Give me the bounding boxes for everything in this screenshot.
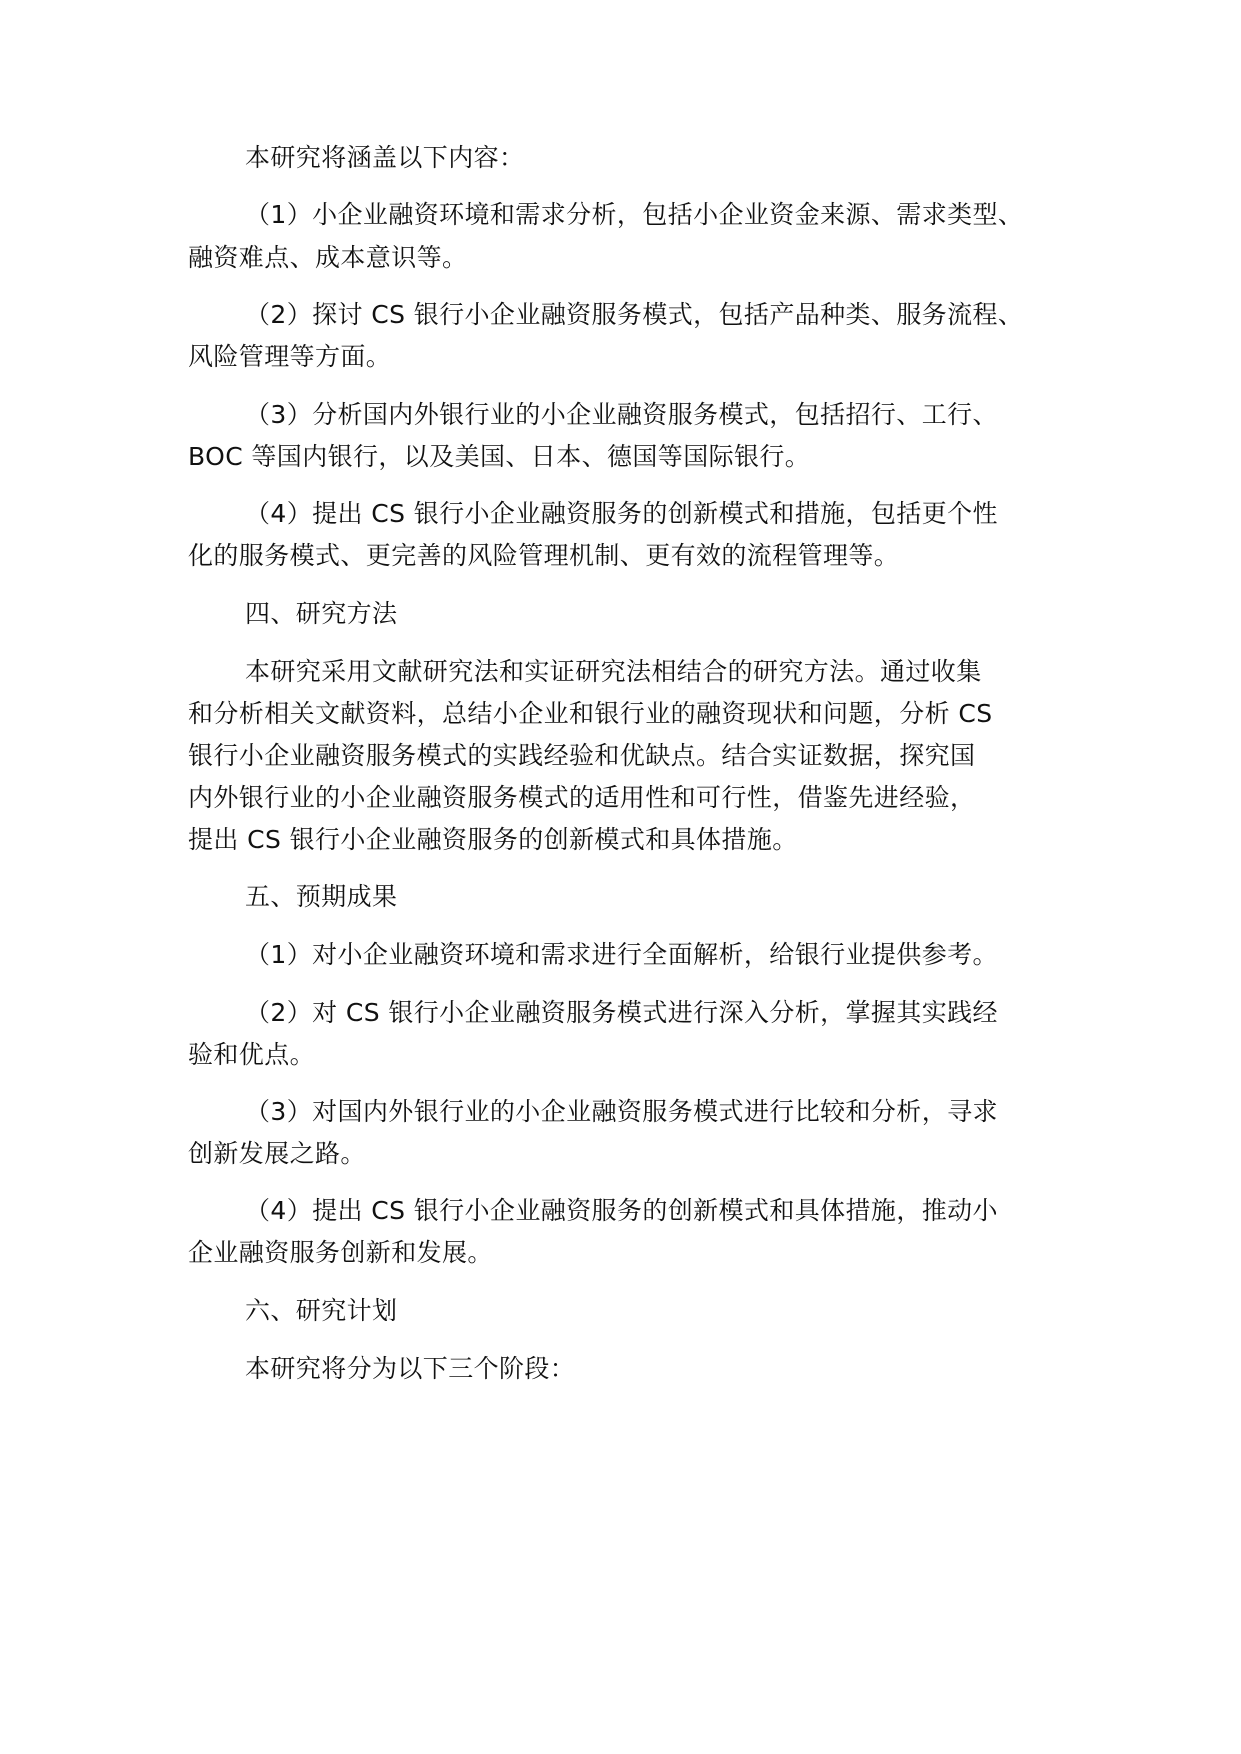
scope-item-1-line-2: 融资难点、成本意识等。 [188, 243, 468, 272]
methods-paragraph-line-1: 本研究采用文献研究法和实证研究法相结合的研究方法。通过收集 [245, 657, 982, 686]
scope-item-4-line-2: 化的服务模式、更完善的风险管理机制、更有效的流程管理等。 [188, 541, 900, 570]
methods-paragraph-line-2: 和分析相关文献资料，总结小企业和银行业的融资现状和问题，分析 CS [188, 699, 993, 728]
outcome-item-1-line-1: （1）对小企业融资环境和需求进行全面解析，给银行业提供参考。 [245, 940, 998, 969]
outcome-item-3-line-2: 创新发展之路。 [188, 1139, 366, 1168]
plan-intro-line: 本研究将分为以下三个阶段： [245, 1354, 576, 1383]
methods-paragraph-line-4: 内外银行业的小企业融资服务模式的适用性和可行性，借鉴先进经验， [188, 783, 976, 812]
intro-line: 本研究将涵盖以下内容： [245, 143, 525, 172]
methods-paragraph-line-5: 提出 CS 银行小企业融资服务的创新模式和具体措施。 [188, 825, 798, 854]
outcome-item-3-line-1: （3）对国内外银行业的小企业融资服务模式进行比较和分析，寻求 [245, 1097, 998, 1126]
scope-item-1-line-1: （1）小企业融资环境和需求分析，包括小企业资金来源、需求类型、 [245, 200, 1024, 229]
scope-item-3-line-1: （3）分析国内外银行业的小企业融资服务模式，包括招行、工行、 [245, 400, 998, 429]
outcome-item-2-line-2: 验和优点。 [188, 1040, 316, 1069]
outcome-item-4-line-2: 企业融资服务创新和发展。 [188, 1238, 493, 1267]
outcome-item-2-line-1: （2）对 CS 银行小企业融资服务模式进行深入分析，掌握其实践经 [245, 998, 998, 1027]
outcome-item-4-line-1: （4）提出 CS 银行小企业融资服务的创新模式和具体措施，推动小 [245, 1196, 998, 1225]
scope-item-4-line-1: （4）提出 CS 银行小企业融资服务的创新模式和措施，包括更个性 [245, 499, 998, 528]
section-heading-methods: 四、研究方法 [245, 599, 398, 628]
scope-item-2-line-1: （2）探讨 CS 银行小企业融资服务模式，包括产品种类、服务流程、 [245, 300, 1024, 329]
section-heading-plan: 六、研究计划 [245, 1296, 398, 1325]
methods-paragraph-line-3: 银行小企业融资服务模式的实践经验和优缺点。结合实证数据，探究国 [188, 741, 976, 770]
scope-item-2-line-2: 风险管理等方面。 [188, 342, 392, 371]
section-heading-outcomes: 五、预期成果 [245, 882, 398, 911]
scope-item-3-line-2: BOC 等国内银行，以及美国、日本、德国等国际银行。 [188, 442, 811, 471]
